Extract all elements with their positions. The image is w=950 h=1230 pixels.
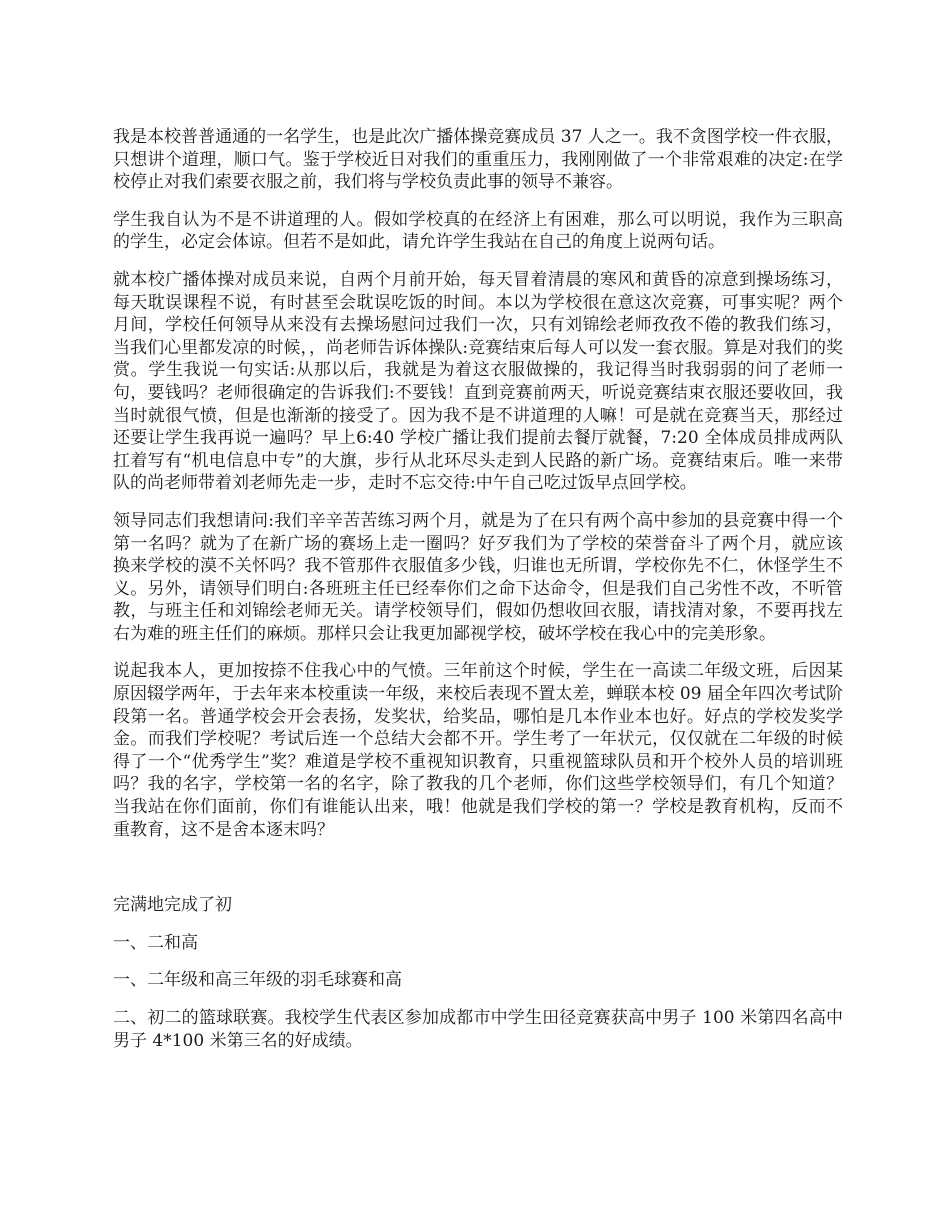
paragraph-2: 学生我自认为不是不讲道理的人。假如学校真的在经济上有困难，那么可以明说，我作为三职高的学生，必定会体谅。但若不是如此，请允许学生我站在自己的角度上说两句话。 bbox=[113, 209, 843, 253]
short-line-1: 完满地完成了初 bbox=[113, 895, 232, 916]
section-gap bbox=[113, 856, 843, 894]
paragraph-3: 就本校广播体操对成员来说，自两个月前开始，每天冒着清晨的寒风和黄昏的凉意到操场练习，每天耽误课程不说，有时甚至会耽误吃饭的时间。本以为学校很在意这次竞赛，可事实呢？两个月间，学校任何领导从来没有去操场慰问过我们一次，只有刘锦绘老师孜孜不倦的教我们练习，当我们心里都发凉的时候，，尚老师告诉体操队:竞赛结束后每人可以发一套衣服。算是对我们的奖赏。学生我说一句实话:从那以后，我就是为着这衣服做操的，我记得当时我弱弱的问了老师一句，要钱吗？老师很确定的告诉我们:不要钱！直到竞赛前两天，听说竞赛结束衣服还要收回，我当时就很气愤，但是也渐渐的接受了。因为我不是不讲道理的人嘛！可是就在竞赛当天，那经过还要让学生我再说一遍吗？早上6:40 学校广播让我们提前去餐厅就餐，7:20 全体成员排成两队扛着写有“机电信息中专”的大旗，步行从北环尽头走到人民路的新广场。竞赛结束后。唯一来带队的尚老师带着刘老师先走一步，走时不忘交待:中午自己吃过饭早点回学校。 bbox=[113, 269, 843, 494]
short-line-4: 二、初二的篮球联赛。我校学生代表区参加成都市中学生田径竞赛获高中男子 100 米第四名高中男子 4*100 米第三名的好成绩。 bbox=[113, 1008, 843, 1051]
paragraph-5: 说起我本人，更加按捺不住我心中的气愤。三年前这个时候，学生在一高读二年级文班，后因某原因辍学两年，于去年来本校重读一年级，来校后表现不置太差，蝉联本校 09 届全年四次考试阶段第一名。普通学校会开会表扬，发奖状，给奖品，哪怕是几本作业本也好。好点的学校发奖学金。而我们学校呢？考试后连一个总结大会都不开。学生考了一年状元，仅仅就在二年级的时候得了一个“优秀学生”奖？难道是学校不重视知识教育，只重视篮球队员和开个校外人员的培训班吗？我的名字，学校第一名的名字，除了教我的几个老师，你们这些学校领导们，有几个知道？当我站在你们面前，你们有谁能认出来，哦！他就是我们学校的第一？学校是教育机构，反而不重教育，这不是舍本逐末吗？ bbox=[113, 661, 843, 840]
paragraph-4: 领导同志们我想请问:我们辛辛苦苦练习两个月，就是为了在只有两个高中参加的县竞赛中得一个第一名吗？就为了在新广场的赛场上走一圈吗？好歹我们为了学校的荣誉奋斗了两个月，就应该换来学校的漠不关怀吗？我不管那件衣服值多少钱，归谁也无所谓，学校你先不仁，休怪学生不义。另外，请领导们明白:各班班主任已经奉你们之命下达命令，但是我们自己劣性不改，不听管教，与班主任和刘锦绘老师无关。请学校领导们，假如仍想收回衣服，请找清对象，不要再找左右为难的班主任们的麻烦。那样只会让我更加鄙视学校，破坏学校在我心中的完美形象。 bbox=[113, 510, 843, 644]
paragraph-1: 我是本校普普通通的一名学生，也是此次广播体操竞赛成员 37 人之一。我不贪图学校一件衣服，只想讲个道理，顺口气。鉴于学校近日对我们的重重压力，我刚刚做了一个非常艰难的决定:在学校停止对我们索要衣服之前，我们将与学校负责此事的领导不兼容。 bbox=[113, 127, 843, 193]
short-line-3: 一、二年级和高三年级的羽毛球赛和高 bbox=[113, 970, 402, 991]
short-line-2: 一、二和高 bbox=[113, 932, 198, 953]
document-body bbox=[113, 126, 843, 1067]
